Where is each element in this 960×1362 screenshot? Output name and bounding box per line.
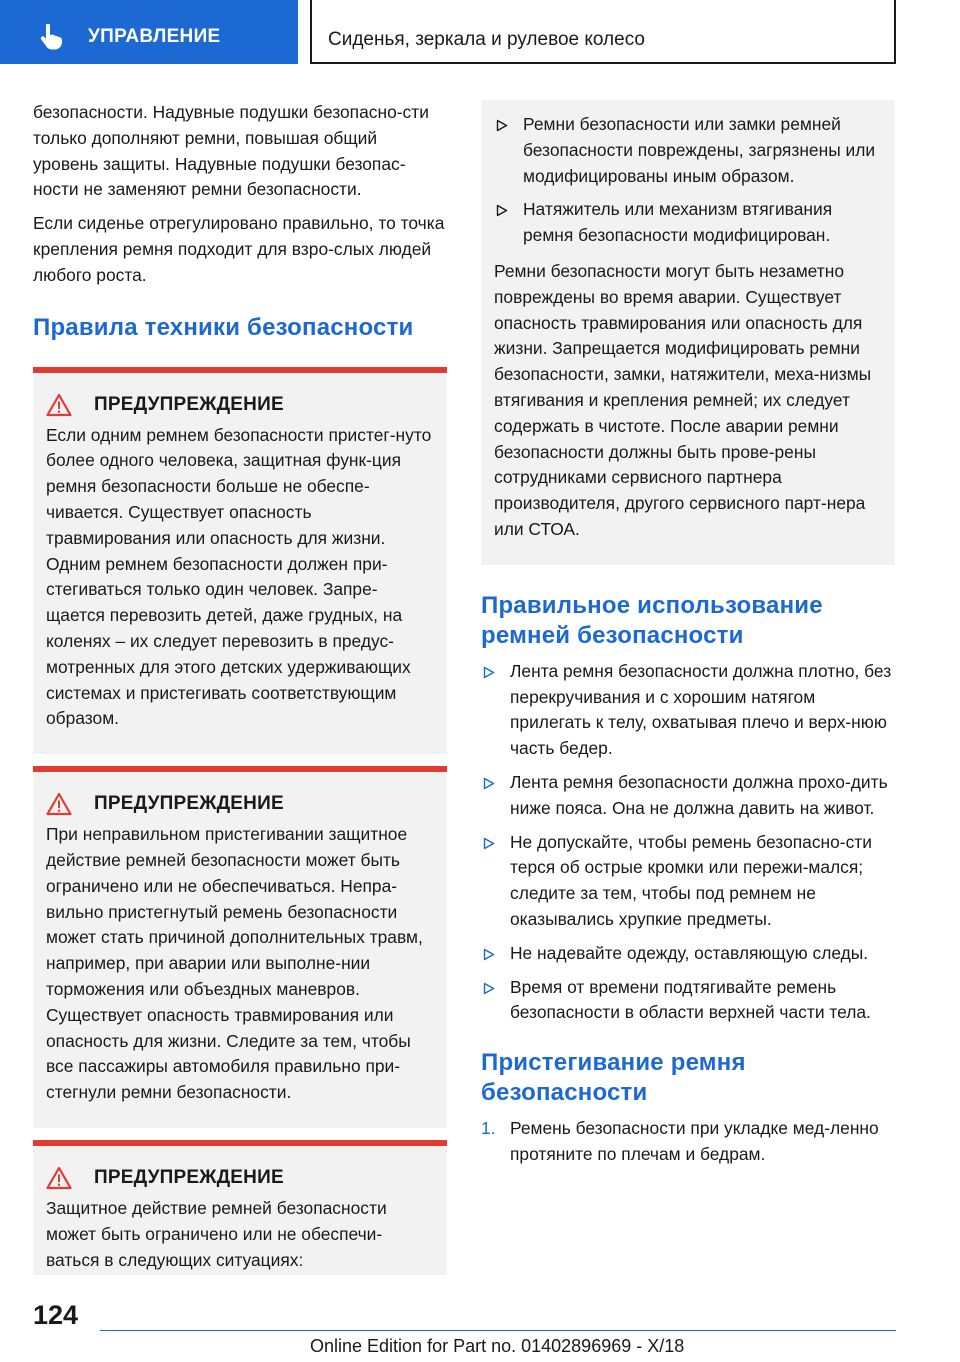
list-item <box>481 941 895 967</box>
warning-box-3 <box>33 1140 447 1275</box>
pointing-hand-icon <box>40 24 64 50</box>
triangle-bullet-icon <box>483 982 495 995</box>
list-item-text: Лента ремня безопасности должна плотно, без перекручивания и с хорошим натягом прилегать к телу, охватывая плечо и верх-нюю часть бедер. <box>510 660 892 759</box>
right-column <box>481 100 895 1168</box>
list-item <box>481 975 895 1027</box>
warning-text: Если одним ремнем безопасности пристег-нуто более одного человека, защитная функ-ция ремня безопасности больше не обеспе-чивается. Существует опасность травмирования или опасность для жизни. Одним ремнем безопасности должен при-стегиваться только один человек. Запре-щается перевозить детей, даже грудных, на коленях – их следует перевозить в предус-мотренных для этого детских удерживающих системах и пристегивать соответствующим образом. <box>46 424 432 729</box>
triangle-bullet-icon <box>483 666 495 679</box>
triangle-bullet-icon <box>483 948 495 961</box>
fasten-heading: Пристегивание ремня безопасности <box>481 1049 746 1107</box>
footer-rule <box>100 1330 896 1331</box>
warning-triangle-icon <box>46 393 72 417</box>
list-item-text: Ремни безопасности или замки ремней безопасности повреждены, загрязнены или модифицированы иным образом. <box>523 114 876 186</box>
warning-text: При неправильном пристегивании защитное действие ремней безопасности может быть ограничено или не обеспечиваться. Непра-вильно пристегнутый ремень безопасности может стать причиной дополнительных травм, например, при аварии или выполне-нии торможения или объездных маневров. Существует опасность травмирования или опасность для жизни. Следите за тем, чтобы все пассажиры автомобиля правильно при-стегнули ремни безопасности. <box>46 824 423 1103</box>
list-item-text: Не допускайте, чтобы ремень безопасно-сти терся об острые кромки или пережи-мался; следите за тем, чтобы под ремнем не оказывались хрупкие предметы. <box>510 831 872 929</box>
triangle-bullet-icon <box>496 204 508 217</box>
list-item <box>494 112 882 189</box>
triangle-bullet-icon <box>483 777 495 790</box>
list-item <box>494 197 882 249</box>
section-tab <box>0 0 298 64</box>
list-item-text: Не надевайте одежду, оставляющую следы. <box>510 942 869 963</box>
left-column <box>33 100 447 1275</box>
list-item <box>481 659 895 762</box>
triangle-bullet-icon <box>496 119 508 132</box>
list-item <box>481 1116 895 1168</box>
list-item-text: Время от времени подтягивайте ремень безопасности в области верхней части тела. <box>510 976 871 1023</box>
list-item <box>481 830 895 933</box>
warning-box-1 <box>33 367 447 755</box>
list-item-text: Натяжитель или механизм втягивания ремня безопасности модифицирован. <box>523 199 833 246</box>
safety-heading: Правила техники безопасности <box>33 313 414 341</box>
triangle-bullet-icon <box>483 837 495 850</box>
warning-text: Защитное действие ремней безопасности может быть ограничено или не обеспечи-ваться в следующих ситуациях: <box>46 1197 387 1270</box>
fasten-steps <box>481 1116 895 1168</box>
list-item <box>481 770 895 822</box>
intro-paragraph-1: безопасности. Надувные подушки безопасно-сти только дополняют ремни, повышая общий уровень защиты. Надувные подушки безопас-ности не заменяют ремни безопасности. <box>33 102 429 200</box>
warning-title: ПРЕДУПРЕЖДЕНИЕ <box>94 1166 284 1188</box>
step-number: 1. <box>481 1118 496 1139</box>
usage-heading: Правильное использование ремней безопасности <box>481 591 823 649</box>
footer-edition: Online Edition for Part no. 01402896969 - X/18 <box>310 1336 685 1356</box>
warning-box-3-continuation <box>481 100 895 565</box>
warning-title: ПРЕДУПРЕЖДЕНИЕ <box>94 793 284 815</box>
page-header <box>0 0 960 66</box>
warning-title: ПРЕДУПРЕЖДЕНИЕ <box>94 393 284 415</box>
chapter-title: Сиденья, зеркала и рулевое колесо <box>328 29 645 50</box>
warning-box-2 <box>33 766 447 1128</box>
intro-paragraph-2: Если сиденье отрегулировано правильно, то точка крепления ремня подходит для взро-слых людей любого роста. <box>33 213 445 285</box>
page-number: 124 <box>33 1300 79 1330</box>
warning-triangle-icon <box>46 1166 72 1190</box>
usage-bullet-list <box>481 659 895 1026</box>
warning-continuation-text: Ремни безопасности могут быть незаметно повреждены во время аварии. Существует опасность травмирования или опасность для жизни. Запрещается модифицировать ремни безопасности, замки, натяжители, меха-низмы втягивания и крепления ремней; их следует содержать в чистоте. После аварии ремни безопасности должны быть прове-рены сотрудниками сервисного партнера производителя, другого сервисного парт-нера или СТОА. <box>494 260 872 539</box>
list-item-text: Лента ремня безопасности должна прохо-дить ниже пояса. Она не должна давить на живот. <box>510 771 888 818</box>
warning-bullet-list <box>494 112 882 249</box>
section-label: УПРАВЛЕНИЕ <box>88 26 221 47</box>
step-text: Ремень безопасности при укладке мед-ленно протяните по плечам и бедрам. <box>510 1118 879 1164</box>
warning-triangle-icon <box>46 792 72 816</box>
